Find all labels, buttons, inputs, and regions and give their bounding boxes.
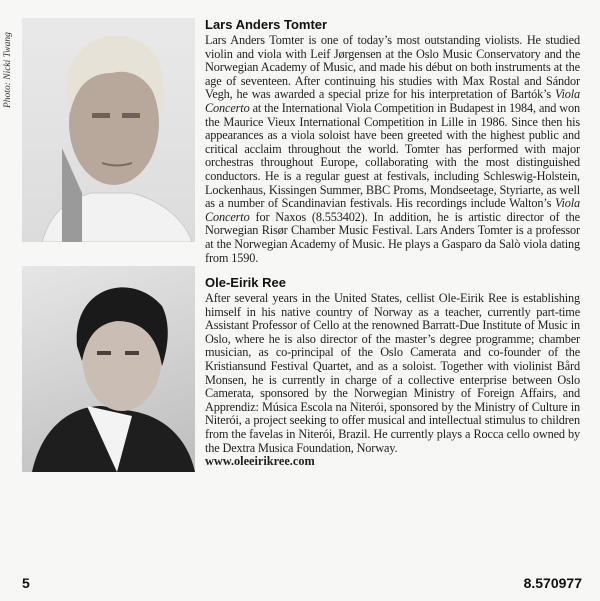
page-number: 5 (22, 575, 30, 591)
portrait-lars-anders-tomter (22, 18, 195, 242)
portrait-ole-eirik-ree (22, 266, 195, 472)
website-link[interactable]: www.oleeirikree.com (205, 454, 315, 469)
bio-ole-eirik-ree (205, 275, 580, 469)
bio-lars-anders-tomter (205, 17, 580, 265)
catalogue-number: 8.570977 (523, 575, 582, 591)
bio-text: Lars Anders Tomter is one of today’s most outstanding violists. He studied violin and viola with Leif Jørgensen at the Oslo Music Conservatory and the Norwegian Academy of Music, and made his début on both instruments at the age of seventeen. After continuing his studies with Max Rostal and Sándor Vegh, he was awarded a special prize for his interpretation of Bartók’s Viola Concerto at the International Viola Competition in Budapest in 1984, and won the Maurice Vieux International Competition in Lille in 1986. Since then his appearances as a viola soloist have been greeted with the highest public and critical acclaim throughout the world. Tomter has performed with major orchestras throughout Europe, collaborating with the most distinguished conductors. He is a regular guest at festivals, including Schleswig-Holstein, Lockenhaus, Kissingen Summer, BBC Proms, Mondseetage, Styriarte, as well as a number of Scandinavian festivals. His recordings include Walton’s Viola Concerto for Naxos (8.553402). In addition, he is artistic director of the Norwegian Risør Chamber Music Festival. Lars Anders Tomter is a professor at the Norwegian Academy of Music. He plays a Gasparo da Salò viola dating from 1590. (205, 33, 580, 265)
bio-heading: Ole-Eirik Ree (205, 275, 286, 291)
bio-heading: Lars Anders Tomter (205, 17, 328, 32)
bio-column (205, 17, 580, 469)
photo-credit: Photo: Nicki Twang (3, 32, 13, 108)
bio-text: After several years in the United States, cellist Ole-Eirik Ree is establishing himself in his native country of Norway as a teacher, currently part-time Assistant Professor of Cello at the renowned Barratt-Due Institute of Music in Oslo, where he is also director of the master’s degree programme; chamber musician, as co-principal of the Oslo Camerata and co-founder of the Kristiansund Festival Quartet, and as a soloist. Together with violinist Bård Monsen, he is currently in charge of a collective enterprise between Oslo Camerata, sponsored by the Norwegian Ministry of Foreign Affairs, and Apprendiz: Música Escola na Niterói, sponsored by the Ministry of Culture in Niterói, a project seeking to offer musical and intellectual stimulus to children from the favelas in Niterói, Brazil. He currently plays a Rocca cello owned by the Dextra Musica Foundation, Norway. (205, 291, 580, 455)
